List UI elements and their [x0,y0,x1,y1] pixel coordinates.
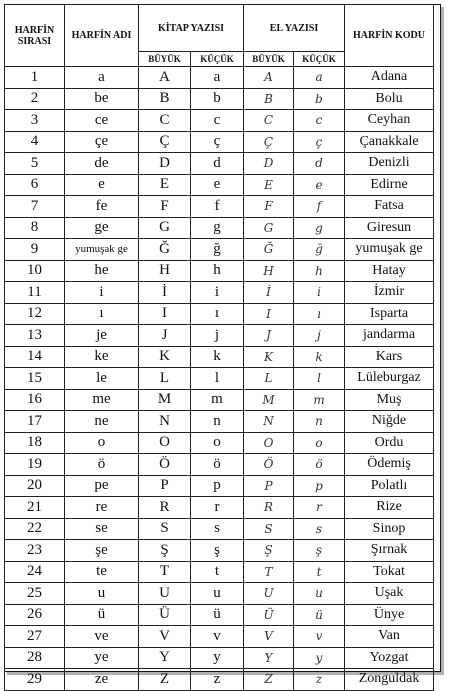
print-upper-cell: S [139,518,191,540]
table-row [5,153,434,175]
letter-order-cell: 13 [5,325,65,347]
print-lower-cell: b [191,88,244,110]
print-lower-cell: u [191,583,244,605]
hand-upper-cell: Ş [244,540,294,562]
print-lower-cell: n [191,411,244,433]
print-lower-cell: a [191,67,244,89]
letter-name-cell: de [65,153,139,175]
letter-name-cell: ve [65,626,139,648]
table-row [5,325,434,347]
letter-name-cell: te [65,561,139,583]
header-hand-upper: BÜYÜK [244,52,294,67]
letter-order-cell: 15 [5,368,65,390]
table-row [5,174,434,196]
print-lower-cell: j [191,325,244,347]
letter-order-cell: 27 [5,626,65,648]
table-row [5,217,434,239]
print-upper-cell: N [139,411,191,433]
print-lower-cell: ü [191,604,244,626]
letter-name-cell: me [65,389,139,411]
letter-name-cell: i [65,282,139,304]
hand-upper-cell: K [244,346,294,368]
hand-lower-cell: ı [294,303,345,325]
table-row [5,518,434,540]
letter-code-cell: Rize [345,497,434,519]
table-row [5,260,434,282]
print-upper-cell: A [139,67,191,89]
letter-name-cell: ne [65,411,139,433]
hand-upper-cell: D [244,153,294,175]
hand-lower-cell: v [294,626,345,648]
hand-lower-cell: ö [294,454,345,476]
letter-name-cell: ce [65,110,139,132]
letter-order-cell: 12 [5,303,65,325]
letter-name-cell: ı [65,303,139,325]
letter-code-cell: Çanakkale [345,131,434,153]
table-row [5,669,434,691]
print-lower-cell: e [191,174,244,196]
hand-upper-cell: F [244,196,294,218]
hand-upper-cell: J [244,325,294,347]
table-row [5,540,434,562]
hand-upper-cell: B [244,88,294,110]
table-row [5,497,434,519]
print-lower-cell: y [191,647,244,669]
letter-name-cell: çe [65,131,139,153]
letter-code-cell: Kars [345,346,434,368]
hand-lower-cell: ğ [294,239,345,261]
letter-order-cell: 11 [5,282,65,304]
letter-code-cell: Sinop [345,518,434,540]
letter-name-cell: şe [65,540,139,562]
print-upper-cell: J [139,325,191,347]
letter-code-cell: Zonguldak [345,669,434,691]
letter-name-cell: ge [65,217,139,239]
hand-upper-cell: C [244,110,294,132]
print-upper-cell: Z [139,669,191,691]
hand-lower-cell: ç [294,131,345,153]
print-lower-cell: l [191,368,244,390]
print-upper-cell: V [139,626,191,648]
table-row [5,110,434,132]
hand-lower-cell: e [294,174,345,196]
print-upper-cell: Ü [139,604,191,626]
letter-code-cell: Tokat [345,561,434,583]
table-row [5,303,434,325]
print-lower-cell: ö [191,454,244,476]
print-upper-cell: H [139,260,191,282]
print-upper-cell: Ş [139,540,191,562]
hand-lower-cell: t [294,561,345,583]
print-upper-cell: D [139,153,191,175]
letter-code-cell: Yozgat [345,647,434,669]
letter-order-cell: 24 [5,561,65,583]
letter-order-cell: 22 [5,518,65,540]
hand-upper-cell: H [244,260,294,282]
print-lower-cell: r [191,497,244,519]
table-row [5,67,434,89]
letter-order-cell: 17 [5,411,65,433]
letter-code-cell: Van [345,626,434,648]
print-lower-cell: s [191,518,244,540]
print-upper-cell: Ö [139,454,191,476]
letter-name-cell: re [65,497,139,519]
print-upper-cell: I [139,303,191,325]
table-row [5,432,434,454]
table-row [5,346,434,368]
letter-code-cell: Şırnak [345,540,434,562]
letter-code-cell: İzmir [345,282,434,304]
hand-lower-cell: ş [294,540,345,562]
letter-code-cell: Ünye [345,604,434,626]
letter-code-cell: Denizli [345,153,434,175]
table-row [5,411,434,433]
letter-code-cell: Lüleburgaz [345,368,434,390]
letter-order-cell: 21 [5,497,65,519]
table-row [5,368,434,390]
hand-lower-cell: a [294,67,345,89]
letter-name-cell: ü [65,604,139,626]
header-name: HARFİN ADI [65,5,139,67]
turkish-alphabet-table [4,4,434,691]
hand-lower-cell: h [294,260,345,282]
letter-name-cell: be [65,88,139,110]
hand-upper-cell: I [244,303,294,325]
print-upper-cell: U [139,583,191,605]
hand-upper-cell: Ğ [244,239,294,261]
hand-lower-cell: c [294,110,345,132]
hand-upper-cell: Ö [244,454,294,476]
print-upper-cell: M [139,389,191,411]
print-lower-cell: t [191,561,244,583]
letter-order-cell: 2 [5,88,65,110]
print-upper-cell: R [139,497,191,519]
letter-code-cell: Isparta [345,303,434,325]
hand-upper-cell: P [244,475,294,497]
table-row [5,604,434,626]
letter-code-cell: jandarma [345,325,434,347]
letter-name-cell: a [65,67,139,89]
table-row [5,647,434,669]
print-upper-cell: Ç [139,131,191,153]
hand-lower-cell: u [294,583,345,605]
letter-code-cell: Adana [345,67,434,89]
hand-lower-cell: i [294,282,345,304]
print-lower-cell: k [191,346,244,368]
letter-name-cell: je [65,325,139,347]
table-body [5,67,434,691]
print-upper-cell: Y [139,647,191,669]
hand-lower-cell: b [294,88,345,110]
hand-upper-cell: M [244,389,294,411]
print-lower-cell: ç [191,131,244,153]
hand-upper-cell: G [244,217,294,239]
letter-order-cell: 3 [5,110,65,132]
print-upper-cell: F [139,196,191,218]
letter-code-cell: Bolu [345,88,434,110]
header-print-lower: KÜÇÜK [191,52,244,67]
hand-upper-cell: S [244,518,294,540]
letter-code-cell: Hatay [345,260,434,282]
header-code: HARFİN KODU [345,5,434,67]
print-lower-cell: h [191,260,244,282]
letter-code-cell: Ordu [345,432,434,454]
letter-code-cell: Fatsa [345,196,434,218]
hand-lower-cell: s [294,518,345,540]
print-upper-cell: C [139,110,191,132]
hand-upper-cell: Y [244,647,294,669]
print-lower-cell: o [191,432,244,454]
table-row [5,239,434,261]
hand-lower-cell: ü [294,604,345,626]
hand-upper-cell: İ [244,282,294,304]
print-upper-cell: G [139,217,191,239]
hand-upper-cell: N [244,411,294,433]
hand-upper-cell: A [244,67,294,89]
print-lower-cell: ş [191,540,244,562]
hand-lower-cell: p [294,475,345,497]
table-row [5,454,434,476]
letter-name-cell: ze [65,669,139,691]
hand-lower-cell: m [294,389,345,411]
table-row [5,88,434,110]
print-lower-cell: z [191,669,244,691]
letter-order-cell: 10 [5,260,65,282]
hand-lower-cell: z [294,669,345,691]
letter-code-cell: Polatlı [345,475,434,497]
print-lower-cell: ğ [191,239,244,261]
letter-name-cell: e [65,174,139,196]
letter-order-cell: 14 [5,346,65,368]
table-row [5,196,434,218]
letter-order-cell: 16 [5,389,65,411]
letter-name-cell: le [65,368,139,390]
print-lower-cell: d [191,153,244,175]
print-lower-cell: v [191,626,244,648]
header-hand: EL YAZISI [244,5,345,52]
print-upper-cell: E [139,174,191,196]
letter-order-cell: 28 [5,647,65,669]
letter-order-cell: 23 [5,540,65,562]
letter-order-cell: 18 [5,432,65,454]
letter-name-cell: fe [65,196,139,218]
table-row [5,626,434,648]
letter-code-cell: Muş [345,389,434,411]
print-lower-cell: c [191,110,244,132]
print-lower-cell: ı [191,303,244,325]
letter-order-cell: 20 [5,475,65,497]
letter-name-cell: u [65,583,139,605]
letter-code-cell: Uşak [345,583,434,605]
hand-upper-cell: L [244,368,294,390]
letter-name-cell: se [65,518,139,540]
print-upper-cell: B [139,88,191,110]
hand-upper-cell: Z [244,669,294,691]
header-order: HARFİN SIRASI [5,5,65,67]
print-lower-cell: p [191,475,244,497]
print-upper-cell: O [139,432,191,454]
table-row [5,561,434,583]
letter-order-cell: 7 [5,196,65,218]
hand-lower-cell: f [294,196,345,218]
hand-lower-cell: o [294,432,345,454]
table-row [5,583,434,605]
letter-order-cell: 4 [5,131,65,153]
table-row [5,389,434,411]
letter-name-cell: ke [65,346,139,368]
hand-upper-cell: Ç [244,131,294,153]
letter-name-cell: yumuşak ge [65,239,139,261]
print-lower-cell: f [191,196,244,218]
letter-name-cell: he [65,260,139,282]
table-row [5,282,434,304]
print-upper-cell: T [139,561,191,583]
hand-lower-cell: k [294,346,345,368]
letter-code-cell: Niğde [345,411,434,433]
hand-lower-cell: j [294,325,345,347]
letter-name-cell: o [65,432,139,454]
print-upper-cell: L [139,368,191,390]
letter-name-cell: ye [65,647,139,669]
hand-lower-cell: d [294,153,345,175]
print-upper-cell: İ [139,282,191,304]
hand-upper-cell: E [244,174,294,196]
hand-upper-cell: O [244,432,294,454]
letter-code-cell: Ceyhan [345,110,434,132]
header-hand-lower: KÜÇÜK [294,52,345,67]
print-upper-cell: K [139,346,191,368]
hand-lower-cell: l [294,368,345,390]
hand-lower-cell: y [294,647,345,669]
table-row [5,131,434,153]
hand-lower-cell: r [294,497,345,519]
letter-order-cell: 29 [5,669,65,691]
hand-upper-cell: R [244,497,294,519]
letter-code-cell: Ödemiş [345,454,434,476]
hand-lower-cell: g [294,217,345,239]
letter-code-cell: Edirne [345,174,434,196]
letter-name-cell: ö [65,454,139,476]
letter-order-cell: 25 [5,583,65,605]
print-upper-cell: Ğ [139,239,191,261]
hand-upper-cell: U [244,583,294,605]
print-lower-cell: g [191,217,244,239]
print-lower-cell: m [191,389,244,411]
letter-code-cell: Giresun [345,217,434,239]
header-print: KİTAP YAZISI [139,5,244,52]
hand-upper-cell: T [244,561,294,583]
letter-code-cell: yumuşak ge [345,239,434,261]
print-upper-cell: P [139,475,191,497]
letter-order-cell: 6 [5,174,65,196]
hand-upper-cell: V [244,626,294,648]
letter-order-cell: 1 [5,67,65,89]
letter-order-cell: 5 [5,153,65,175]
letter-order-cell: 9 [5,239,65,261]
print-lower-cell: i [191,282,244,304]
table-row [5,475,434,497]
letter-name-cell: pe [65,475,139,497]
header-print-upper: BÜYÜK [139,52,191,67]
hand-upper-cell: Ü [244,604,294,626]
letter-order-cell: 8 [5,217,65,239]
hand-lower-cell: n [294,411,345,433]
letter-order-cell: 26 [5,604,65,626]
letter-order-cell: 19 [5,454,65,476]
